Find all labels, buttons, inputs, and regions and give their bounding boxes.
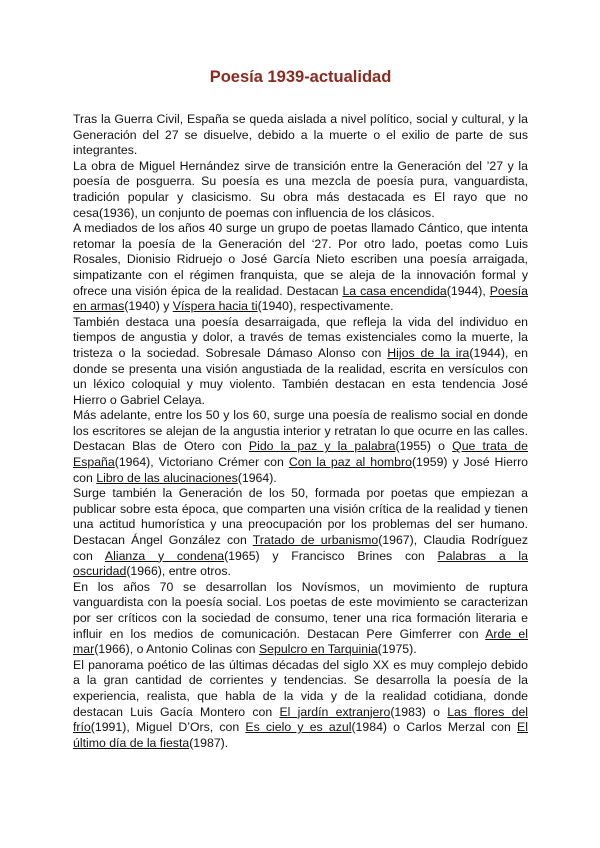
paragraph-text: Tras la Guerra Civil, España se queda aislada a nivel político, social y cultural, y la Generación del 27 se disuelve, debido a la muerte o el exilio de parte de sus integrantes. (73, 112, 528, 158)
paragraph-text: (1967), Claudia Rodríguez con (73, 533, 528, 563)
work-title: El jardín extranjero (279, 704, 391, 719)
paragraph-2 (73, 159, 528, 221)
work-title: Las flores del frío (73, 704, 529, 735)
paragraph-text: (1964). (237, 470, 277, 485)
paragraph-5 (73, 408, 528, 486)
paragraph-6 (73, 486, 528, 580)
work-title: Es cielo y es azul (245, 720, 352, 735)
paragraph-text: (1987). (189, 735, 229, 750)
work-title: Tratado de urbanismo (252, 533, 379, 548)
work-title: Con la paz al hombro (288, 455, 412, 470)
work-title: Sepulcro en Tarquinia (258, 642, 378, 657)
paragraph-text: (1944), (446, 283, 490, 298)
paragraph-7 (73, 580, 528, 658)
paragraph-text: En los años 70 se desarrollan los Novísmos, un movimiento de ruptura vanguardista con la poesía social. Los poetas de este movimiento se caracterizan por ser críticos con la sociedad de consumo, tener una rica formación literaria e influir en los medios de comunicación. Destacan Pere Gimferrer con (73, 579, 528, 641)
work-title: Arde el mar (73, 626, 528, 657)
paragraph-text: (1955) o (395, 439, 453, 454)
paragraph-text: (1959) y José Hierro con (73, 455, 529, 485)
paragraph-4 (73, 315, 528, 409)
work-title: Que trata de España (73, 439, 528, 470)
paragraph-3 (73, 221, 528, 315)
paragraph-1 (73, 112, 528, 159)
work-title: Pido la paz y la palabra (248, 439, 396, 454)
paragraph-text: Surge también la Generación de los 50, formada por poetas que empiezan a publicar sobre esta época, que comparten una visión crítica de la realidad y tienen una actitud humorística y una preocupación por los problemas del ser humano. Destacan Ángel González con (73, 486, 528, 548)
paragraph-text: (1975). (377, 642, 417, 657)
work-title: La casa encendida (342, 283, 447, 298)
paragraph-text: La obra de Miguel Hernández sirve de transición entre la Generación del ’27 y la poesía de posguerra. Su poesía es una mezcla de poesía pura, vanguardista, tradición popular y clasicismo. Su obra más destacada es El rayo que no cesa(1936), un conjunto de poemas con influencia de los clásicos. (73, 158, 528, 220)
work-title: Libro de las alucinaciones (96, 470, 238, 485)
paragraph-text: (1940) y (124, 299, 173, 314)
paragraph-text: (1991), Miguel D’Ors, con (90, 720, 246, 735)
paragraph-text: (1965) y Francisco Brines con (224, 548, 438, 563)
page-title: Poesía 1939-actualidad (209, 68, 392, 86)
paragraph-text: (1964), Victoriano Crémer con (114, 455, 289, 470)
paragraph-text: (1966), o Antonio Colinas con (94, 642, 259, 657)
work-title: Hijos de la ira (387, 345, 470, 360)
paragraph-text: (1966), entre otros. (126, 564, 231, 579)
paragraph-text: A mediados de los años 40 surge un grupo de poetas llamado Cántico, que intenta retomar la poesía de la Generación del ‘27. Por otro lado, poetas como Luis Rosales, Dionisio Ridruejo o José García Nieto escriben una poesía arraigada, simpatizante con el régimen franquista, que se aleja de la innovación formal y ofrece una visión épica de la realidad. Destacan (73, 221, 528, 298)
work-title: Palabras a la oscuridad (73, 548, 528, 579)
paragraph-text: (1940), respectivamente. (257, 299, 394, 314)
work-title: Alianza y condena (104, 548, 225, 563)
document-body (73, 112, 528, 751)
paragraph-text: (1984) o Carlos Merzal con (351, 720, 518, 735)
work-title: El último día de la fiesta (73, 720, 528, 750)
paragraph-text: El panorama poético de las últimas décadas del siglo XX es muy complejo debido a la gran cantidad de corrientes y tendencias. Se desarrolla la poesía de la experiencia, realista, que habla de la vida y de la realidad cotidiana, donde destacan Luis Gacía Montero con (73, 657, 528, 719)
paragraph-text: (1944), en donde se presenta una visión angustiada de la realidad, escrita en versículos con un léxico coloquial y muy violento. También destacan en esta tendencia José Hierro o Gabriel Celaya. (73, 345, 528, 407)
work-title: Víspera hacia ti (172, 299, 258, 314)
paragraph-text: También destaca una poesía desarraigada, que refleja la vida del individuo en tiempos de angustia y dolor, a través de temas existenciales como la muerte, la tristeza o la sociedad. Sobresale Dámaso Alonso con (73, 314, 528, 360)
work-title: Poesía en armas (73, 283, 528, 314)
paragraph-text: Más adelante, entre los 50 y los 60, surge una poesía de realismo social en donde los escritores se alejan de la angustia interior y retratan lo que ocurre en las calles. Destacan Blas de Otero con (73, 408, 528, 454)
paragraph-8 (73, 658, 528, 752)
paragraph-text: (1983) o (390, 704, 448, 719)
